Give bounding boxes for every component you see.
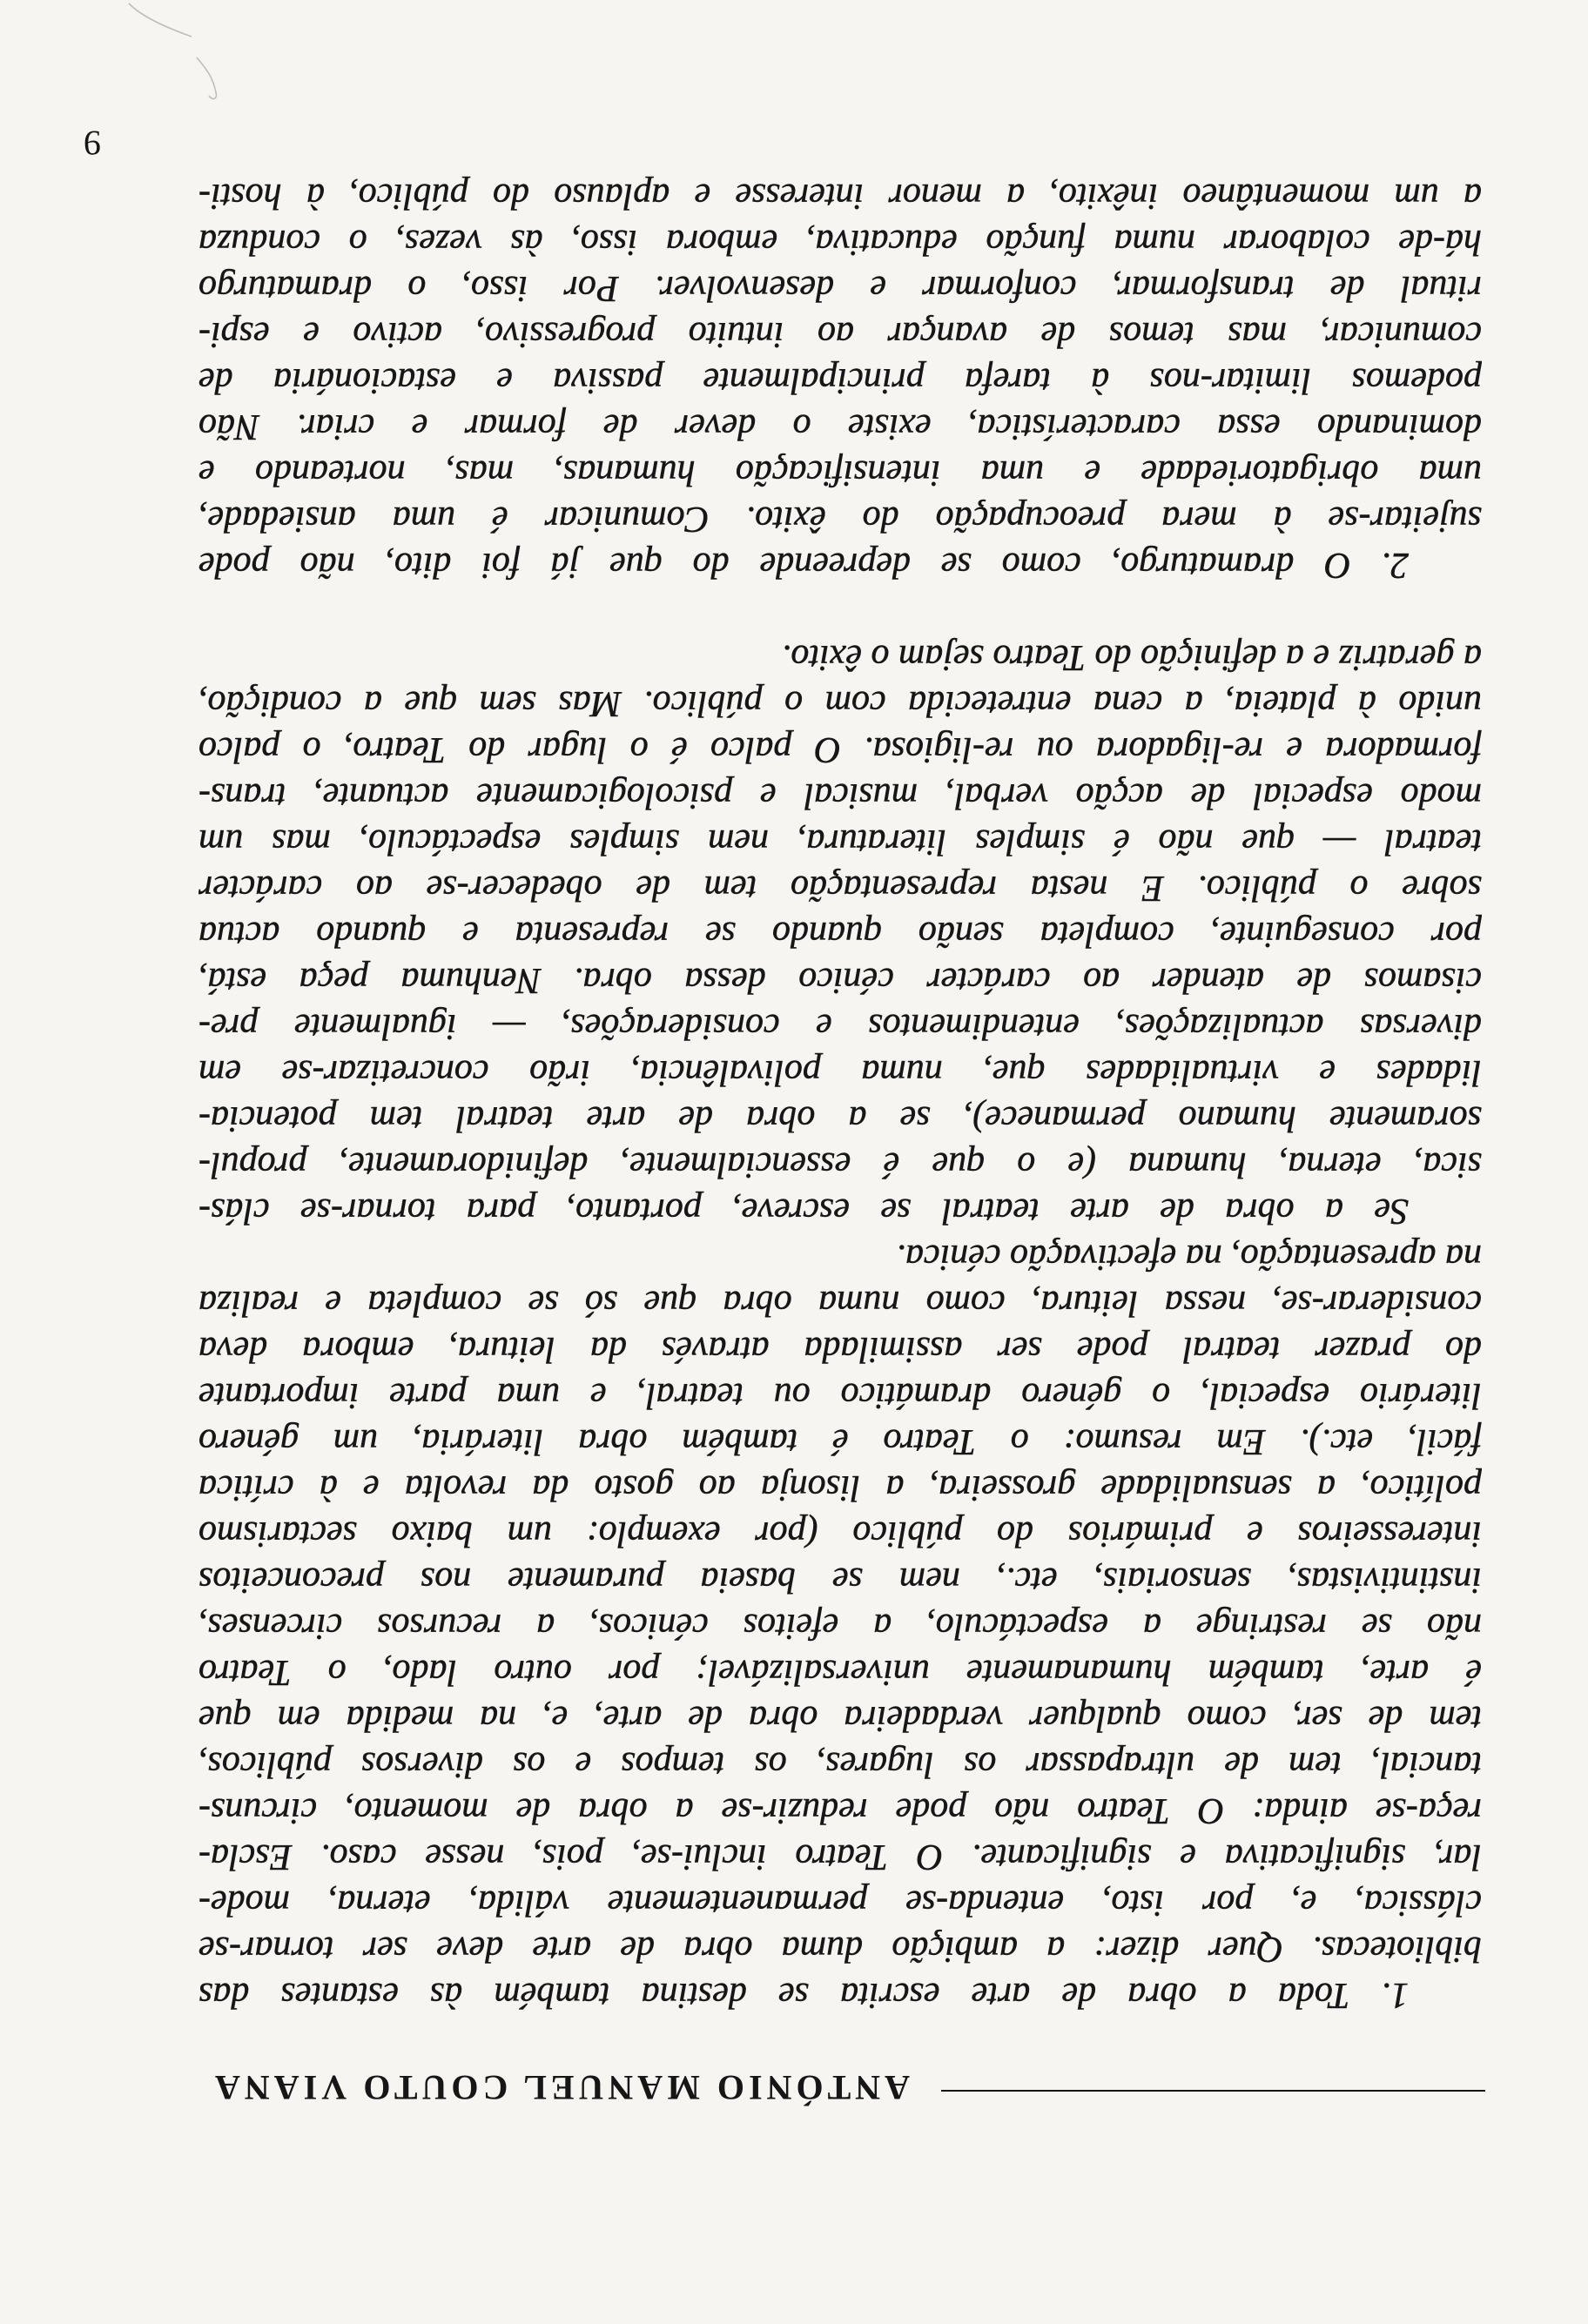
paragraph	[198, 634, 1482, 1233]
paragraph	[198, 172, 1482, 588]
text-line: sobre o público. E nesta representação tem de obedecer-se ao carácter	[198, 868, 1482, 908]
text-line: lidades e virtualidades que, numa polivalência, irão concretizar-se em	[198, 1052, 1482, 1092]
text-line: político, a sensualidade grosseira, a lisonja ao gosto da revolta e à crítica	[198, 1468, 1482, 1508]
text-line: interesseiros e primários do público (por exemplo: um baixo sectarismo	[198, 1514, 1482, 1554]
text-line: na apresentação, na efectivação cénica.	[896, 1237, 1482, 1277]
text-line: bibliotecas. Quer dizer: a ambição duma obra de arte deve ser tornar-se	[198, 1929, 1482, 1969]
body-text	[198, 172, 1482, 2018]
text-line: comunicar, mas temos de avançar ao intuito progressivo, activo e espi-	[198, 314, 1482, 354]
text-line: formadora e re-ligadora ou re-ligiosa. O palco é o lugar do Teatro, o palco	[198, 729, 1482, 769]
text-line: há-de colaborar numa função educativa, embora isso, às vezes, o conduza	[198, 222, 1482, 262]
text-line: tancial, tem de ultrapassar os lugares, os tempos e os diversos públicos,	[198, 1744, 1482, 1784]
pencil-mark	[117, 2, 230, 104]
paragraph	[198, 1233, 1482, 2018]
text-line: não se restringe a espectáculo, a efeitos cénicos, a recursos circenses,	[198, 1606, 1482, 1646]
text-line: clássica, e, por isto, entenda-se permanentemente válida, eterna, mode-	[198, 1883, 1482, 1923]
text-line: a um momentâneo inêxito, a menor interesse e aplauso do público, à hosti-	[198, 176, 1482, 216]
header-rule	[941, 2090, 1485, 2092]
text-line: soramente humano permanece), se a obra de arte teatral tem potencia-	[198, 1098, 1482, 1138]
text-line: fácil, etc.). Em resumo: o Teatro é também obra literária, um género	[198, 1421, 1482, 1461]
section-spacer	[198, 588, 1482, 634]
text-line: literário especial, o género dramático ou teatral, e uma parte importante	[198, 1375, 1482, 1415]
text-line: teatral — que não é simples literatura, nem simples espectáculo, mas um	[198, 822, 1482, 862]
text-line: tem de ser, como qualquer verdadeira obra de arte, e, na medida em que	[198, 1698, 1482, 1738]
text-line: podemos limitar-nos à tarefa principalmente passiva e estacionária de	[198, 360, 1482, 400]
text-line: dominando essa característica, existe o dever de formar e criar. Não	[198, 406, 1482, 447]
text-line: ritual de transformar, conformar e desenvolver. Por isso, o dramaturgo	[198, 268, 1482, 308]
text-line: lar, significativa e significante. O Teatro inclui-se, pois, nesse caso. Escla-	[198, 1837, 1482, 1877]
text-line: sujeitar-se à mera preocupação do êxito. Comunicar é uma ansiedade,	[198, 499, 1482, 539]
text-line: sica, eterna, humana (e o que é essencialmente, definidoramente, propul-	[198, 1145, 1482, 1185]
text-line: Se a obra de arte teatral se escreve, portanto, para tornar-se clás-	[198, 1191, 1409, 1231]
text-line: uma obrigatoriedade e uma intensificação humanas, mas, norteando e	[198, 453, 1482, 493]
page-number: 9	[84, 124, 101, 163]
text-line: cisamos de atender ao carácter cénico dessa obra. Nenhuma peça está,	[198, 960, 1482, 1000]
text-line: do prazer teatral pode ser assimilada através da leitura, embora deva	[198, 1329, 1482, 1369]
running-head: ANTÓNIO MANUEL COUTO VIANA	[211, 2068, 911, 2107]
text-line: instintivistas, sensoriais, etc., nem se baseia puramente nos preconceitos	[198, 1560, 1482, 1600]
text-line: modo especial de acção verbal, musical e psicologicamente actuante, trans-	[198, 776, 1482, 816]
text-line: reça-se ainda: O Teatro não pode reduzir-se a obra de momento, circuns-	[198, 1790, 1482, 1830]
text-line: por conseguinte, completa senão quando se representa e quando actua	[198, 914, 1482, 954]
text-line: unido à plateia, a cena entretecida com o público. Mas sem que a condição,	[198, 683, 1482, 723]
text-line: 2. O dramaturgo, como se depreende do que já foi dito, não pode	[198, 545, 1409, 585]
text-line: 1. Toda a obra de arte escrita se destina também às estantes das	[198, 1975, 1409, 2015]
text-line: diversas actualizações, entendimentos e considerações, — igualmente pre-	[198, 1006, 1482, 1046]
text-line: é arte, também humanamente universalizável; por outro lado, o Teatro	[198, 1652, 1482, 1692]
text-line: a geratriz e a definição do Teatro sejam o êxito.	[781, 637, 1482, 677]
text-line: considerar-se, nessa leitura, como numa obra que só se completa e realiza	[198, 1283, 1482, 1323]
